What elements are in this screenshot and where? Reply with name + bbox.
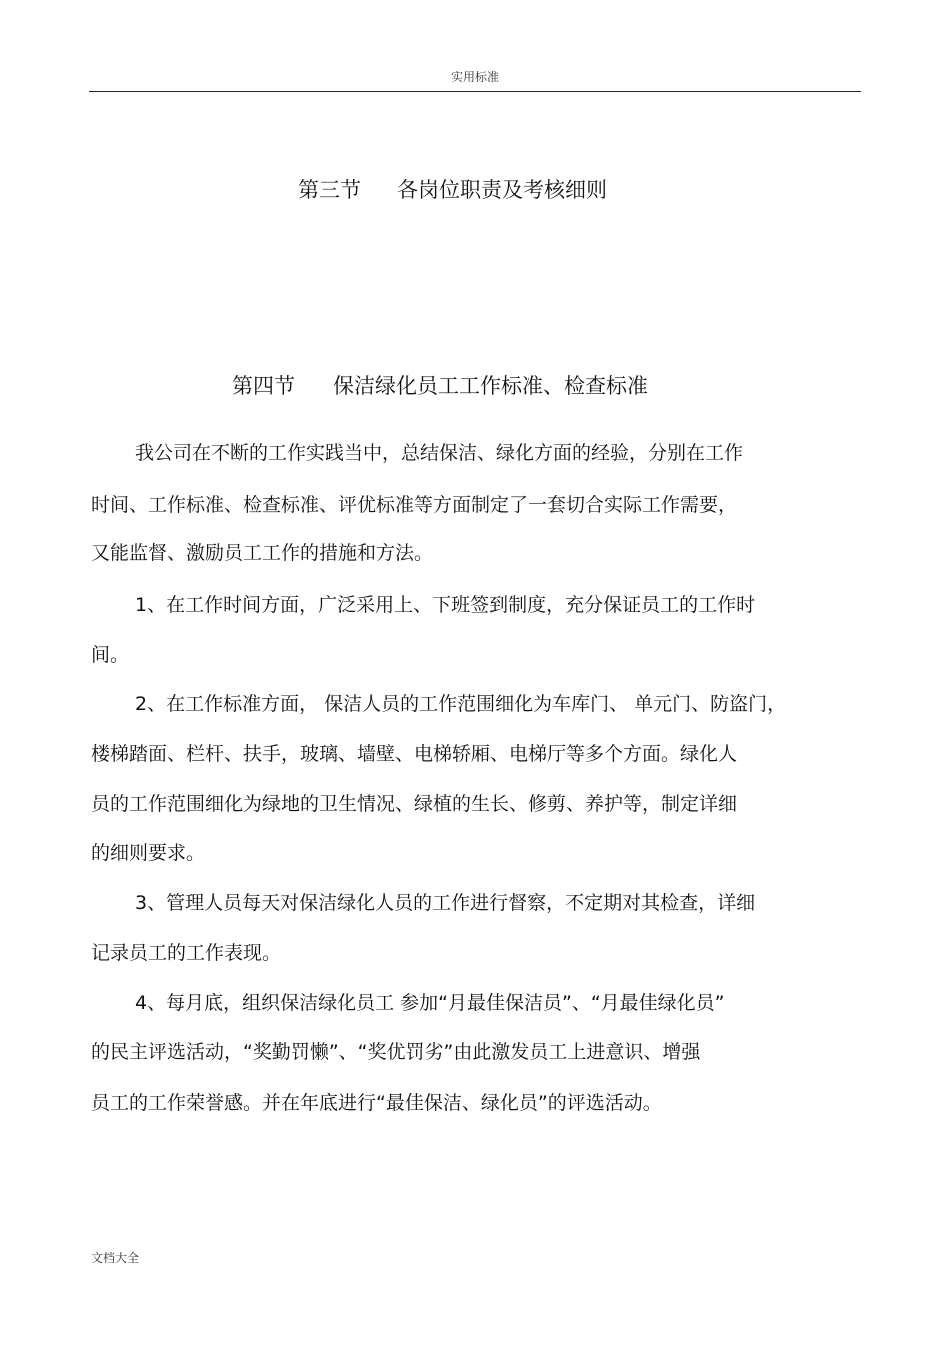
body-line: 的细则要求。 [91,842,206,864]
body-line: 我公司在不断的工作实践当中，总结保洁、绿化方面的经验，分别在工作 [135,442,744,464]
header-divider [89,91,861,92]
section-4-number: 第四节 [232,374,295,398]
body-line: 楼梯踏面、栏杆、扶手，玻璃、墙壁、电梯轿厢、电梯厅等多个方面。绿化人 [91,743,738,765]
body-line: 员的工作范围细化为绿地的卫生情况、绿植的生长、修剪、养护等，制定详细 [91,793,738,815]
body-line: 间。 [91,644,130,666]
body-line: 时间、工作标准、检查标准、评优标准等方面制定了一套切合实际工作需要， [91,494,738,516]
body-line: 记录员工的工作表现。 [91,942,282,964]
body-line: 的民主评选活动，“奖勤罚懒”、“奖优罚劣”由此激发员工上进意识、增强 [91,1041,701,1063]
section-3-heading [298,174,607,204]
body-line: 1、在工作时间方面，广泛采用上、下班签到制度，充分保证员工的工作时 [135,594,756,616]
body-line: 2、在工作标准方面， 保洁人员的工作范围细化为车库门、 单元门、防盗门， [135,693,787,715]
body-line: 3、管理人员每天对保洁绿化人员的工作进行督察，不定期对其检查，详细 [135,892,756,914]
body-line: 员工的工作荣誉感。并在年底进行“最佳保洁、绿化员”的评选活动。 [91,1092,662,1114]
section-4-heading [232,370,648,400]
page-footer: 文档大全 [91,1251,140,1265]
body-line: 又能监督、激励员工工作的措施和方法。 [91,542,434,564]
page-header: 实用标准 [450,70,499,84]
body-line: 4、每月底，组织保洁绿化员工 参加“月最佳保洁员”、“月最佳绿化员” [135,992,725,1014]
section-4-title: 保洁绿化员工工作标准、检查标准 [333,374,648,398]
section-3-title: 各岗位职责及考核细则 [397,178,607,202]
section-3-number: 第三节 [298,178,361,202]
